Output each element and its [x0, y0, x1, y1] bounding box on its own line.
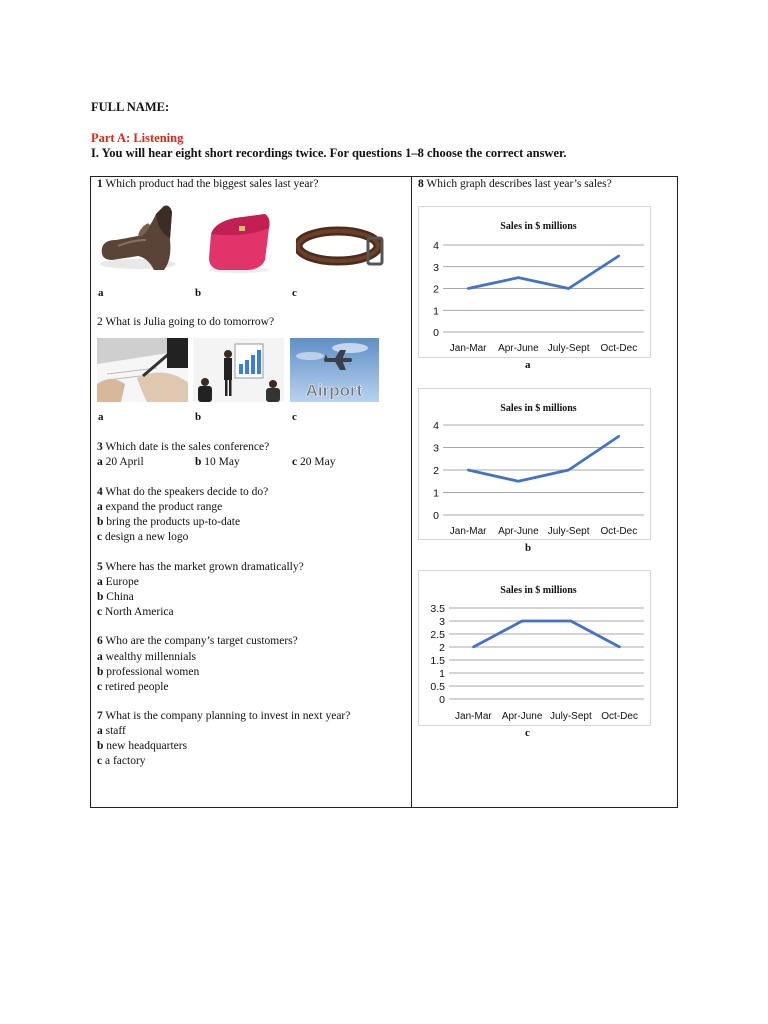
q6-option-c: c retired people: [97, 681, 169, 693]
question-3: 3 Which date is the sales conference?: [97, 441, 270, 453]
x-tick-label: July-Sept: [547, 526, 590, 537]
y-tick-label: 4: [433, 420, 439, 432]
q2-option-c: c: [292, 411, 297, 423]
y-tick-label: 0: [439, 694, 445, 706]
sales-chart-c: [419, 571, 650, 725]
q6-option-b: b professional women: [97, 666, 200, 678]
belt-image: [296, 226, 386, 270]
y-tick-label: 0: [433, 510, 439, 522]
q1-option-a: a: [98, 287, 104, 299]
x-tick-label: July-Sept: [547, 343, 590, 354]
data-point: [570, 620, 572, 622]
full-name-label: FULL NAME:: [91, 100, 170, 114]
y-tick-label: 2.5: [430, 629, 445, 641]
y-tick-label: 0.5: [430, 681, 445, 693]
shoe-image: [98, 200, 176, 276]
airport-sign-text: Airport: [305, 381, 363, 400]
x-tick-label: Apr-June: [498, 526, 539, 537]
instructions: I. You will hear eight short recordings twice. For questions 1–8 choose the correct answer.: [91, 146, 567, 160]
q2-option-b: b: [195, 411, 202, 423]
question-1: 1 Which product had the biggest sales last year?: [97, 178, 319, 190]
question-8: 8 Which graph describes last year’s sales?: [418, 178, 612, 190]
chart-a-label: a: [525, 359, 531, 371]
question-6: 6 Who are the company’s target customers?: [97, 635, 298, 647]
y-tick-label: 3: [433, 442, 439, 455]
data-point: [521, 620, 523, 622]
signing-document-image: [97, 338, 188, 402]
q7-option-b: b new headquarters: [97, 740, 188, 752]
q1-option-c: c: [292, 287, 297, 299]
data-point: [467, 469, 469, 471]
data-point: [472, 646, 474, 648]
y-tick-label: 3: [439, 616, 445, 628]
x-tick-label: Apr-June: [501, 711, 543, 722]
y-tick-label: 2: [433, 283, 439, 296]
x-tick-label: Oct-Dec: [601, 711, 638, 722]
q5-option-a: a Europe: [97, 576, 139, 588]
data-point: [467, 287, 469, 289]
y-tick-label: 1: [433, 305, 439, 318]
q5-option-b: b China: [97, 591, 134, 603]
data-point: [618, 646, 620, 648]
q7-option-c: c a factory: [97, 755, 146, 767]
y-tick-label: 3.5: [430, 603, 445, 615]
y-tick-label: 4: [433, 240, 439, 252]
x-tick-label: Oct-Dec: [600, 526, 638, 537]
q3-option-a: a 20 April: [97, 456, 144, 468]
q4-option-c: c design a new logo: [97, 531, 189, 543]
data-point: [618, 435, 620, 437]
question-5: 5 Where has the market grown dramatically?: [97, 561, 304, 573]
question-4: 4 What do the speakers decide to do?: [97, 486, 269, 498]
q1-option-b: b: [195, 287, 202, 299]
data-point: [618, 255, 620, 257]
chart-title: Sales in $ millions: [500, 221, 577, 232]
q5-option-c: c North America: [97, 606, 174, 618]
sales-chart-b: [419, 389, 650, 539]
chart-title: Sales in $ millions: [500, 585, 577, 596]
x-tick-label: July-Sept: [550, 711, 592, 722]
chart-c-container: [418, 570, 651, 726]
q4-option-a: a expand the product range: [97, 501, 223, 513]
question-2: 2 What is Julia going to do tomorrow?: [97, 316, 275, 328]
purse-image: [205, 208, 273, 274]
x-tick-label: Oct-Dec: [600, 343, 638, 354]
q2-option-a: a: [98, 411, 104, 423]
q3-option-b: b 10 May: [195, 456, 240, 468]
data-point: [517, 480, 519, 482]
airport-image: [290, 338, 379, 402]
y-tick-label: 1.5: [430, 655, 445, 667]
chart-c-label: c: [525, 727, 530, 739]
q7-option-a: a staff: [97, 725, 126, 737]
question-7: 7 What is the company planning to invest in next year?: [97, 710, 351, 722]
x-tick-label: Jan-Mar: [449, 526, 487, 537]
series-line: [468, 436, 619, 481]
part-a-heading: Part A: Listening: [91, 131, 184, 145]
data-point: [567, 287, 569, 289]
y-tick-label: 2: [439, 642, 445, 654]
q6-option-a: a wealthy millennials: [97, 651, 197, 663]
y-tick-label: 2: [433, 465, 439, 477]
chart-b-container: [418, 388, 651, 540]
x-tick-label: Apr-June: [498, 343, 539, 354]
x-tick-label: Jan-Mar: [449, 343, 487, 354]
y-tick-label: 0: [433, 327, 439, 339]
data-point: [517, 276, 519, 278]
q4-option-b: b bring the products up-to-date: [97, 516, 241, 528]
data-point: [567, 469, 569, 471]
y-tick-label: 1: [433, 487, 439, 500]
chart-b-label: b: [525, 542, 532, 554]
presentation-image: [193, 338, 284, 402]
q3-option-c: c 20 May: [292, 456, 336, 468]
y-tick-label: 1: [439, 668, 445, 680]
series-line: [468, 256, 619, 289]
chart-a-container: [418, 206, 651, 358]
x-tick-label: Jan-Mar: [455, 711, 492, 722]
chart-title: Sales in $ millions: [500, 403, 577, 414]
y-tick-label: 3: [433, 261, 439, 274]
column-divider: [411, 176, 412, 808]
sales-chart-a: [419, 207, 650, 357]
